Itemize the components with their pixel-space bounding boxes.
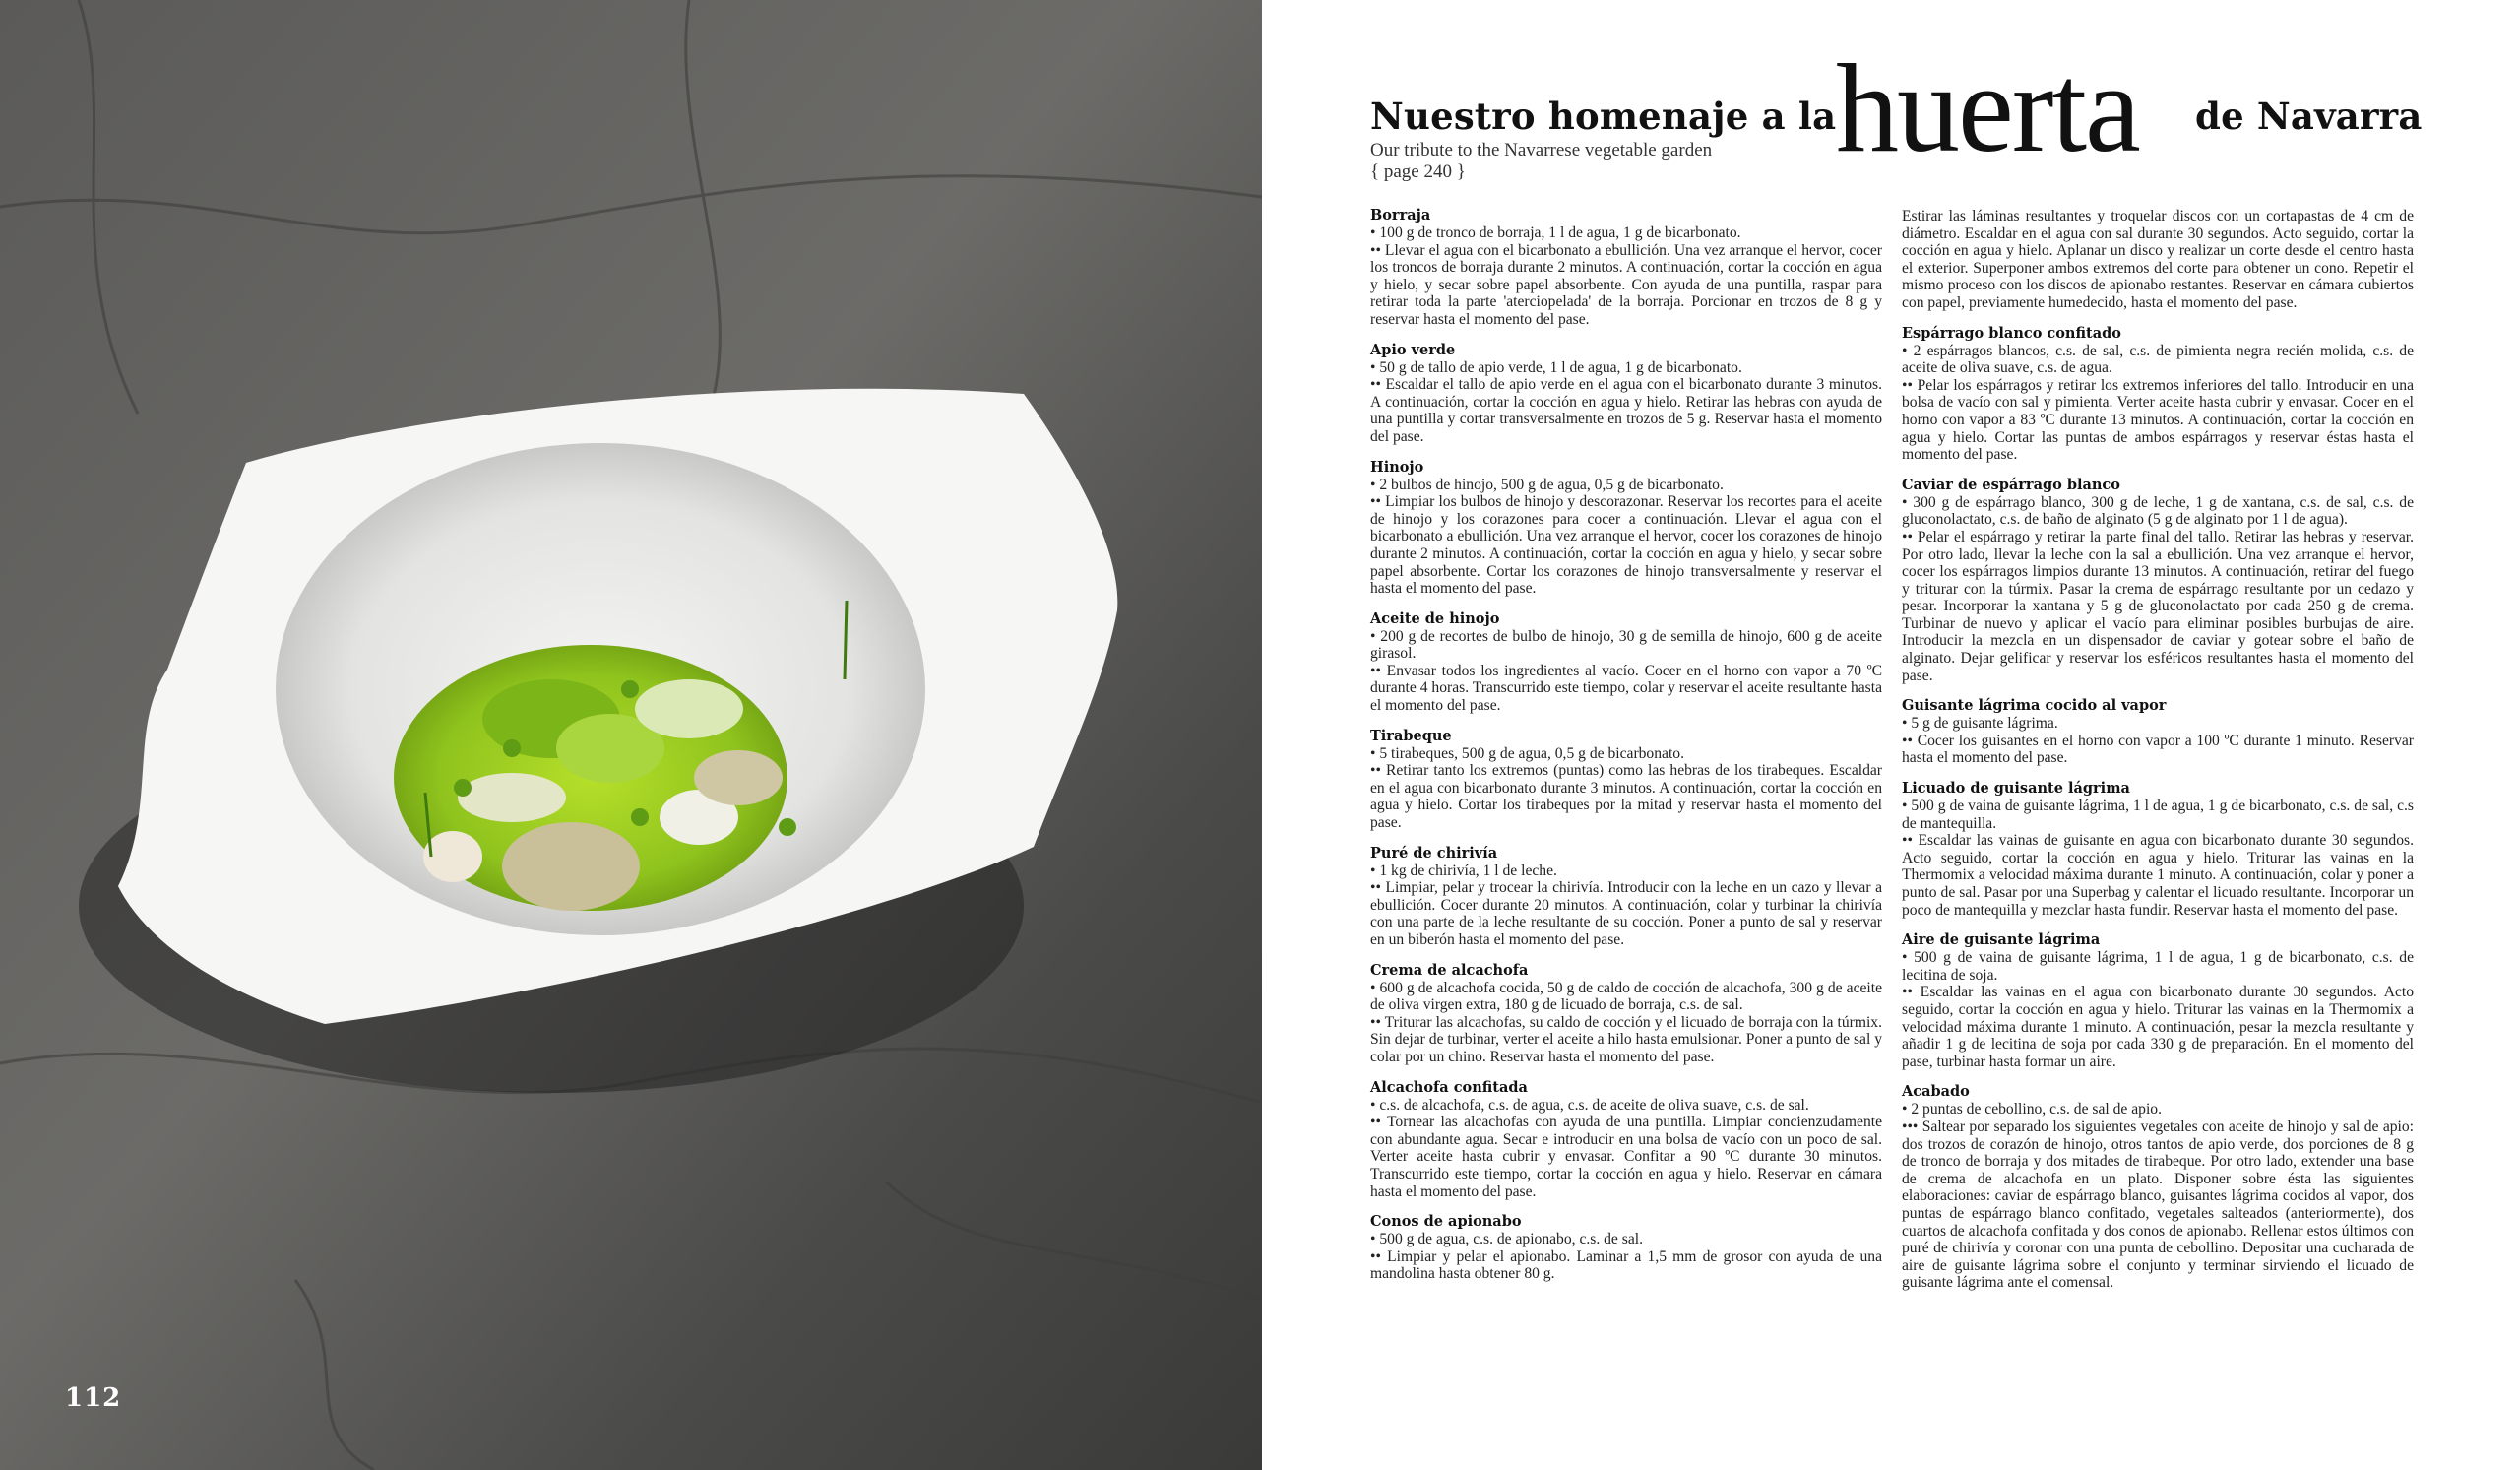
- section-text: • 500 g de vaina de guisante lágrima, 1 l de agua, 1 g de bicarbonato, c.s. de lecitina de soja. •• Escaldar las vainas en el agua con bicarbonato durante 30 segundos. Acto seguido, cortar la cocción en agua y hielo. Triturar las vainas en la Thermomix a velocidad máxima durante 1 minuto. A continuación, pesar la mezcla resultante y añadir 1 g de lecitina de soja por cada 330 g de preparación. En el momento del pase, turbinar hasta formar un aire.: [1902, 949, 2414, 1070]
- recipe-section: [1902, 697, 2414, 767]
- recipe-section: [1370, 728, 1882, 832]
- section-title: Crema de alcachofa: [1370, 961, 1529, 979]
- title-part-1: Nuestro homenaje a la: [1370, 95, 1837, 138]
- recipe-section: [1902, 208, 2414, 312]
- section-text: • 5 g de guisante lágrima. •• Cocer los guisantes en el horno con vapor a 100 ºC durante 1 minuto. Reservar hasta el momento del pase.: [1902, 715, 2414, 767]
- section-title: Espárrago blanco confitado: [1902, 324, 2121, 342]
- section-title: Aceite de hinojo: [1370, 609, 1500, 627]
- title-highlight-word: huerta: [1836, 38, 2139, 178]
- section-text: • 50 g de tallo de apio verde, 1 l de agua, 1 g de bicarbonato. •• Escaldar el tallo de apio verde en el agua con el bicarbonato durante 3 minutos. A continuación, cortar la cocción en agua y hielo. Retirar las hebras con ayuda de una puntilla y cortar transversalmente en trozos de 5 g. Reservar hasta el momento del pase.: [1370, 358, 1882, 445]
- title-part-2: de Navarra: [2195, 95, 2423, 138]
- section-text: • 2 espárragos blancos, c.s. de sal, c.s. de pimienta negra recién molida, c.s. de aceite de oliva suave, c.s. de agua. •• Pelar los espárragos y retirar los extremos inferiores del tallo. Introducir en una bolsa de vacío con sal y pimienta. Verter aceite hasta cubrir y envasar. Cocer en el horno con vapor a 83 ºC durante 13 minutos. A continuación, cortar la cocción en agua y hielo. Cortar las puntas de ambos espárragos y reservar éstas hasta el momento del pase.: [1902, 342, 2414, 464]
- section-text: • 500 g de agua, c.s. de apionabo, c.s. de sal. •• Limpiar y pelar el apionabo. Laminar a 1,5 mm de grosor con ayuda de una mandolina hasta obtener 80 g.: [1370, 1231, 1882, 1283]
- recipe-section: [1902, 1083, 2414, 1292]
- page-number: 112: [65, 1383, 122, 1413]
- section-title: Apio verde: [1370, 341, 1456, 358]
- section-title: Alcachofa confitada: [1370, 1078, 1528, 1096]
- section-text: • 5 tirabeques, 500 g de agua, 0,5 g de bicarbonato. •• Retirar tanto los extremos (puntas) como las hebras de los tirabeques. Escaldar en el agua con bicarbonato durante 3 minutos. A continuación, cortar la cocción en agua y hielo. Cortar los tirabeques por la mitad y reservar hasta el momento del pase.: [1370, 744, 1882, 832]
- recipe-section: [1370, 1213, 1882, 1283]
- section-title: Acabado: [1902, 1083, 1970, 1101]
- recipe-section: [1902, 780, 2414, 919]
- section-title: Hinojo: [1370, 458, 1424, 476]
- recipe-section: [1370, 342, 1882, 446]
- page-reference: { page 240 }: [1370, 161, 1466, 182]
- section-text: • 600 g de alcachofa cocida, 50 g de caldo de cocción de alcachofa, 300 g de aceite de oliva virgen extra, 180 g de licuado de borraja, c.s. de sal. •• Triturar las alcachofas, su caldo de cocción y el licuado de borraja con la túrmix. Sin dejar de turbinar, verter el aceite a hilo hasta emulsionar. Poner a punto de sal y colar por un chino. Reservar hasta el momento del pase.: [1370, 979, 1882, 1065]
- recipe-section: [1370, 845, 1882, 949]
- section-title: Aire de guisante lágrima: [1902, 931, 2101, 949]
- section-title: Tirabeque: [1370, 727, 1452, 744]
- section-text: Estirar las láminas resultantes y troquelar discos con un cortapastas de 4 cm de diámetro. Escaldar en el agua con sal durante 30 segundos. Acto seguido, cortar la cocción en agua y hielo. Aplanar un disco y realizar un corte desde el centro hasta el exterior. Superponer ambos extremos del corte para obtener un cono. Repetir el mismo proceso con los discos de apionabo restantes. Reservar en cámara cubiertos con papel, previamente humedecido, hasta el momento del pase.: [1902, 208, 2414, 311]
- section-text: • 500 g de vaina de guisante lágrima, 1 l de agua, 1 g de bicarbonato, c.s. de sal, c.s de mantequilla. •• Escaldar las vainas de guisante en agua con bicarbonato durante 30 segundos. Acto seguido, cortar la cocción en agua y hielo. Triturar las vainas en la Thermomix a velocidad máxima durante 1 minuto. A continuación, colar y poner a punto de sal. Pasar por una Superbag y calentar el licuado resultante. Incorporar un poco de mantequilla y mezclar hasta fundir. Reservar hasta el momento del pase.: [1902, 798, 2414, 919]
- recipe-section: [1370, 1079, 1882, 1201]
- section-title: Puré de chirivía: [1370, 844, 1498, 862]
- section-title: Caviar de espárrago blanco: [1902, 476, 2120, 493]
- recipe-section: [1370, 962, 1882, 1066]
- recipe-column-right: [1902, 208, 2414, 1305]
- recipe-section: [1370, 459, 1882, 598]
- section-text: • 2 bulbos de hinojo, 500 g de agua, 0,5 g de bicarbonato. •• Limpiar los bulbos de hinojo y descorazonar. Reservar los recortes para el aceite de hinojo y los corazones para cocer a continuación. Llevar el agua con el bicarbonato a ebullición. Una vez arranque el hervor, cocer los corazones de hinojo durante 2 minutos. A continuación, cortar la cocción en agua y hielo, y secar sobre papel absorbente. Cortar los corazones de hinojo transversalmente y reservar el hasta el momento del pase.: [1370, 476, 1882, 598]
- recipe-section: [1902, 931, 2414, 1070]
- section-text: • 1 kg de chirivía, 1 l de leche. •• Limpiar, pelar y trocear la chirivía. Introducir con la leche en un cazo y llevar a ebullición. Cocer durante 20 minutos. A continuación, colar y turbinar la chirivía con una parte de la leche resultante de su cocción. Poner a punto de sal y reservar en un biberón hasta el momento del pase.: [1370, 862, 1882, 948]
- section-text: • 2 puntas de cebollino, c.s. de sal de apio. ••• Saltear por separado los siguientes vegetales con aceite de hinojo y sal de apio: dos trozos de corazón de hinojo, otros tantos de apio verde, dos porciones de 8 g de tronco de borraja y dos mitades de tirabeque. Por otro lado, extender una base de crema de alcachofa en un plato. Disponer sobre ésta las siguientes elaboraciones: caviar de espárrago blanco, guisantes lágrima cocidos al vapor, dos puntas de espárrago blanco confitado, vegetales salteados (anteriormente), dos cuartos de alcachofa confitada y dos conos de apionabo. Rellenar estos últimos con puré de chirivía y coronar con una punta de cebollino. Depositar una cucharada de aire de guisante lágrima sobre el conjunto y terminar sirviendo el licuado de guisante lágrima ante el comensal.: [1902, 1101, 2414, 1292]
- recipe-section: [1902, 477, 2414, 685]
- recipe-section: [1370, 207, 1882, 329]
- recipe-section: [1902, 325, 2414, 464]
- section-text: • 200 g de recortes de bulbo de hinojo, 30 g de semilla de hinojo, 600 g de aceite girasol. •• Envasar todos los ingredientes al vacío. Cocer en el horno con vapor a 70 ºC durante 4 horas. Transcurrido este tiempo, colar y reservar el aceite resultante hasta el momento del pase.: [1370, 627, 1882, 715]
- section-text: • c.s. de alcachofa, c.s. de agua, c.s. de aceite de oliva suave, c.s. de sal. •• Tornear las alcachofas con ayuda de una puntilla. Limpiar concienzudamente con abundante agua. Secar e introducir en una bolsa de vacío con un poco de sal. Verter aceite hasta cubrir y envasar. Confitar a 90 ºC durante 30 minutos. Transcurrido este tiempo, cortar la cocción en agua y hielo. Reservar en cámara hasta el momento del pase.: [1370, 1096, 1882, 1200]
- section-title: Licuado de guisante lágrima: [1902, 780, 2130, 798]
- recipe-column-left: [1370, 207, 1882, 1296]
- section-title: Conos de apionabo: [1370, 1213, 1522, 1231]
- section-title: Guisante lágrima cocido al vapor: [1902, 697, 2167, 715]
- section-text: • 100 g de tronco de borraja, 1 l de agua, 1 g de bicarbonato. •• Llevar el agua con el bicarbonato a ebullición. Una vez arranque el hervor, cocer los troncos de borraja durante 2 minutos. A continuación, cortar la cocción en agua y hielo, y secar sobre papel absorbente. Con ayuda de una puntilla, raspar para retirar toda la parte 'aterciopelada' de la borraja. Porcionar en trozos de 8 g y reservar hasta el momento del pase.: [1370, 224, 1882, 328]
- subtitle-english: Our tribute to the Navarrese vegetable garden: [1370, 140, 1713, 160]
- section-title: Borraja: [1370, 207, 1431, 224]
- subtitle: [1370, 140, 1712, 183]
- section-text: • 300 g de espárrago blanco, 300 g de leche, 1 g de xantana, c.s. de sal, c.s. de gluconolactato, c.s. de baño de alginato (5 g de alginato por 1 l de agua). •• Pelar el espárrago y retirar la parte final del tallo. Retirar las hebras y reservar. Por otro lado, llevar la leche con la sal a ebullición. Una vez arranque el hervor, cocer los espárragos limpios durante 13 minutos. A continuación, retirar del fuego y triturar con la túrmix. Pasar la crema de espárrago resultante por un cedazo y pesar. Incorporar la xantana y 5 g de gluconolactato por cada 250 g de crema. Turbinar de nuevo y aplicar el vacío para eliminar posibles burbujas de aire. Introducir la mezcla en un dispensador de caviar y gotear sobre el baño de alginato. Dejar gelificar y reservar los esféricos resultantes hasta el momento del pase.: [1902, 493, 2414, 684]
- recipe-page: [1262, 0, 2520, 1470]
- recipe-section: [1370, 610, 1882, 715]
